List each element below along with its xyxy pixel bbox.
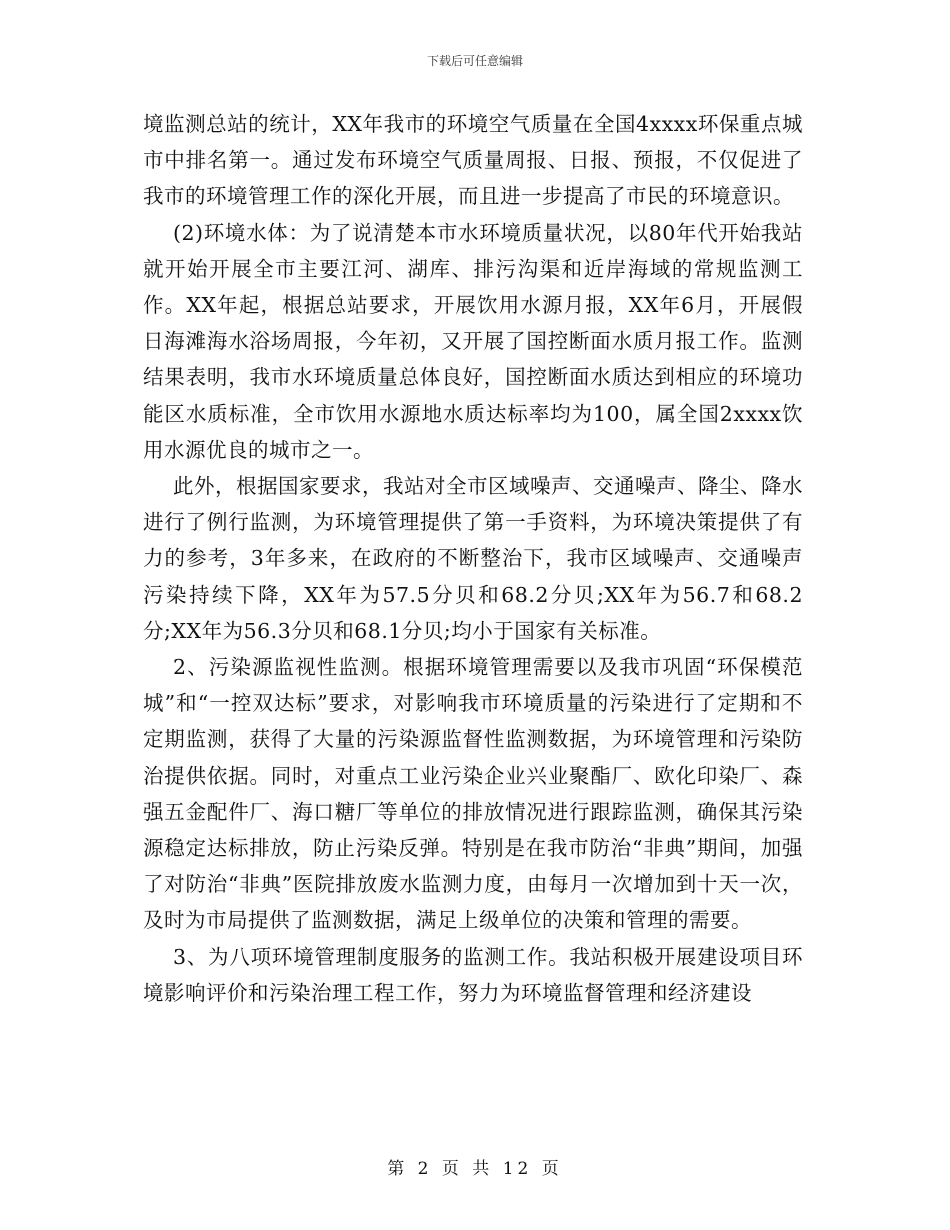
page-header-note: 下载后可任意编辑: [426, 54, 523, 68]
paragraph-water-environment: (2)环境水体：为了说清楚本市水环境质量状况，以80年代开始我站就开始开展全市主要江河、湖库、排污沟渠和近岸海域的常规监测工作。XX年起，根据总站要求，开展饮用水源月报，XX年6月，开展假日海滩海水浴场周报，今年初，又开展了国控断面水质月报工作。监测结果表明，我市水环境质量总体良好，国控断面水质达到相应的环境功能区水质标准，全市饮用水源地水质达标率均为100，属全国2xxxx饮用水源优良的城市之一。: [143, 220, 803, 462]
paragraph-noise-monitoring: 此外，根据国家要求，我站对全市区域噪声、交通噪声、降尘、降水进行了例行监测，为环境管理提供了第一手资料，为环境决策提供了有力的参考，3年多来，在政府的不断整治下，我市区域噪声、交通噪声污染持续下降，XX年为57.5分贝和68.2分贝;XX年为56.7和68.2分;XX年为56.3分贝和68.1分贝;均小于国家有关标准。: [143, 474, 803, 643]
paragraph-air-quality-continued: 境监测总站的统计，XX年我市的环境空气质量在全国4xxxx环保重点城市中排名第一。通过发布环境空气质量周报、日报、预报，不仅促进了我市的环境管理工作的深化开展，而且进一步提高了市民的环境意识。: [143, 112, 803, 209]
paragraph-management-system-monitoring: 3、为八项环境管理制度服务的监测工作。我站积极开展建设项目环境影响评价和污染治理工程工作，努力为环境监督管理和经济建设: [143, 944, 803, 1005]
paragraph-pollution-source-monitoring: 2、污染源监视性监测。根据环境管理需要以及我市巩固“环保模范城”和“一控双达标”要求，对影响我市环境质量的污染进行了定期和不定期监测，获得了大量的污染源监督性监测数据，为环境管理和污染防治提供依据。同时，对重点工业污染企业兴业聚酯厂、欧化印染厂、森强五金配件厂、海口糖厂等单位的排放情况进行跟踪监测，确保其污染源稳定达标排放，防止污染反弹。特别是在我市防治“非典”期间，加强了对防治“非典”医院排放废水监测力度，由每月一次增加到十天一次，及时为市局提供了监测数据，满足上级单位的决策和管理的需要。: [143, 655, 803, 933]
document-body: [143, 106, 803, 1011]
page-number-footer: 第 2 页 共 12 页: [387, 1159, 563, 1179]
